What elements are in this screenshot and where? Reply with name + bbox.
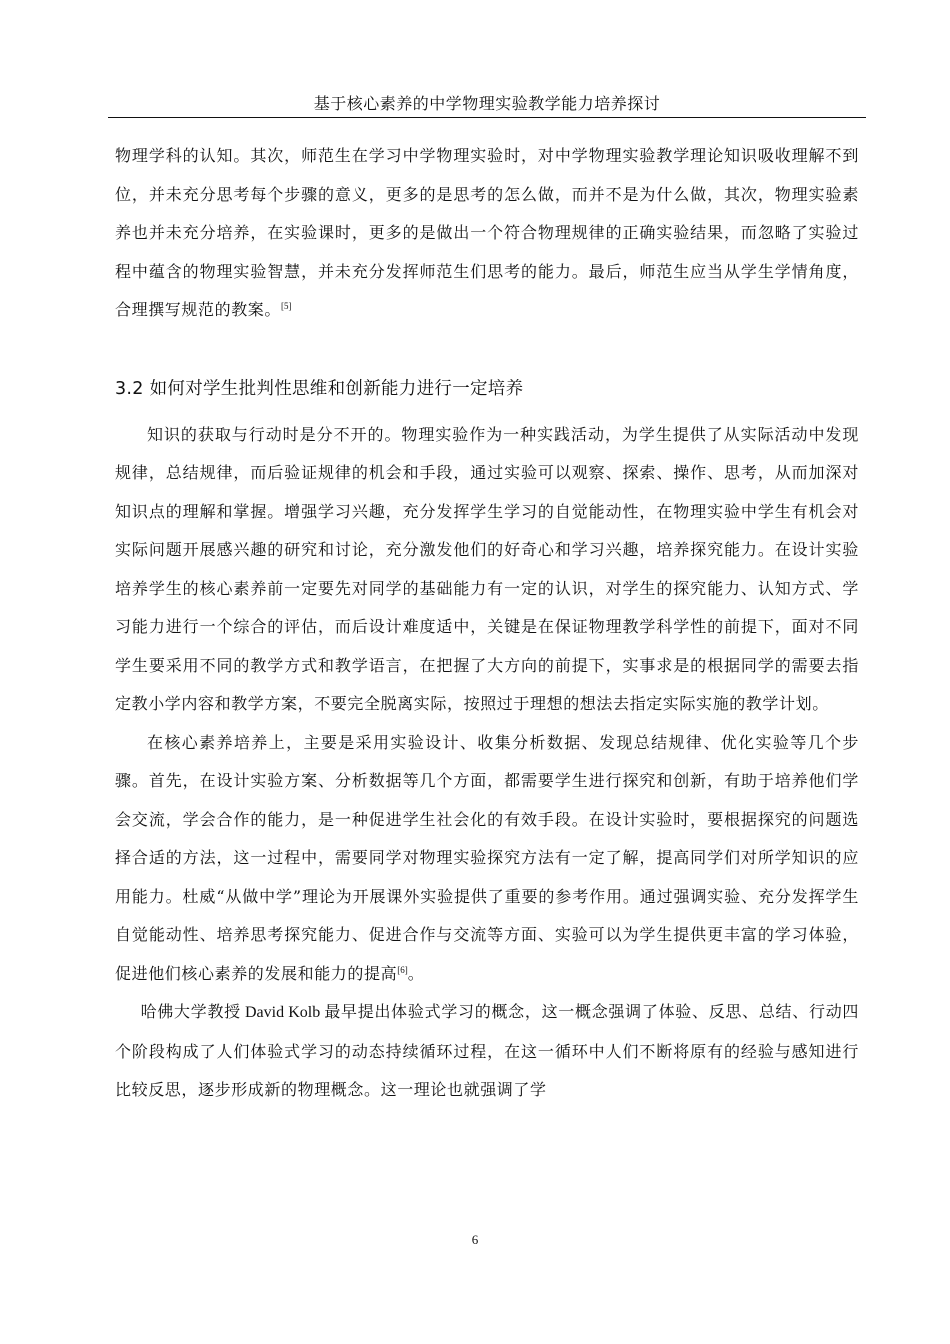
running-header: 基于核心素养的中学物理实验教学能力培养探讨 [313, 94, 661, 113]
paragraph-1-text: 物理学科的认知。其次，师范生在学习中学物理实验时，对中学物理实验教学理论知识吸收理解不到位，并未充分思考每个步骤的意义，更多的是思考的怎么做，而并不是为什么做，其次，物理实验素养也并未充分培养，在实验课时，更多的是做出一个符合物理规律的正确实验结果，而忽略了实验过程中蕴含的物理实验智慧，并未充分发挥师范生们思考的能力。最后，师范生应当从学生学情角度，合理撰写规范的教案。 [115, 146, 859, 319]
section-heading [115, 372, 859, 406]
paragraph-3-tail: 。 [407, 963, 425, 983]
paragraph-1 [115, 137, 859, 330]
paragraph-4 [115, 993, 859, 1110]
citation-5[interactable]: [5] [281, 301, 292, 311]
paragraph-2: 知识的获取与行动时是分不开的。物理实验作为一种实践活动，为学生提供了从实际活动中发现规律，总结规律，而后验证规律的机会和手段，通过实验可以观察、探索、操作、思考，从而加深对知识点的理解和掌握。增强学习兴趣，充分发挥学生学习的自觉能动性，在物理实验中学生有机会对实际问题开展感兴趣的研究和讨论，充分激发他们的好奇心和学习兴趣，培养探究能力。在设计实验培养学生的核心素养前一定要先对同学的基础能力有一定的认识，对学生的探究能力、认知方式、学习能力进行一个综合的评估，而后设计难度适中，关键是在保证物理教学科学性的前提下，面对不同学生要采用不同的教学方式和教学语言，在把握了大方向的前提下，实事求是的根据同学的需要去指定教小学内容和教学方案，不要完全脱离实际，按照过于理想的想法去指定实际实施的教学计划。 [115, 424, 859, 713]
paragraph-3 [115, 724, 859, 994]
paragraph-4-lead: 哈佛大学教授 [140, 1002, 241, 1021]
page-number: 6 [471, 1232, 479, 1247]
paragraph-4-text: 最早提出体验式学习的概念，这一概念强调了体验、反思、总结、行动四个阶段构成了人们体验式学习的动态持续循环过程，在这一循环中人们不断将原有的经验与感知进行比较反思，逐步形成新的物理概念。这一理论也就强调了学 [115, 1002, 860, 1099]
section-title: 如何对学生批判性思维和创新能力进行一定培养 [149, 378, 524, 399]
citation-6[interactable]: [6] [397, 964, 408, 975]
person-name: David Kolb [240, 1004, 325, 1021]
paragraph-3-text: 在核心素养培养上，主要是采用实验设计、收集分析数据、发现总结规律、优化实验等几个步骤。首先，在设计实验方案、分析数据等几个方面，都需要学生进行探究和创新，有助于培养他们学会交流，学会合作的能力，是一种促进学生社会化的有效手段。在设计实验时，要根据探究的问题选择合适的方法，这一过程中，需要同学对物理实验探究方法有一定了解，提高同学们对所学知识的应用能力。杜威“从做中学”理论为开展课外实验提供了重要的参考作用。通过强调实验、充分发挥学生自觉能动性、培养思考探究能力、促进合作与交流等方面、实验可以为学生提供更丰富的学习体验，促进他们核心素养的发展和能力的提高 [115, 732, 859, 983]
body-text [115, 137, 859, 1110]
header-rule [108, 117, 866, 118]
section-number: 3.2 [115, 378, 144, 399]
